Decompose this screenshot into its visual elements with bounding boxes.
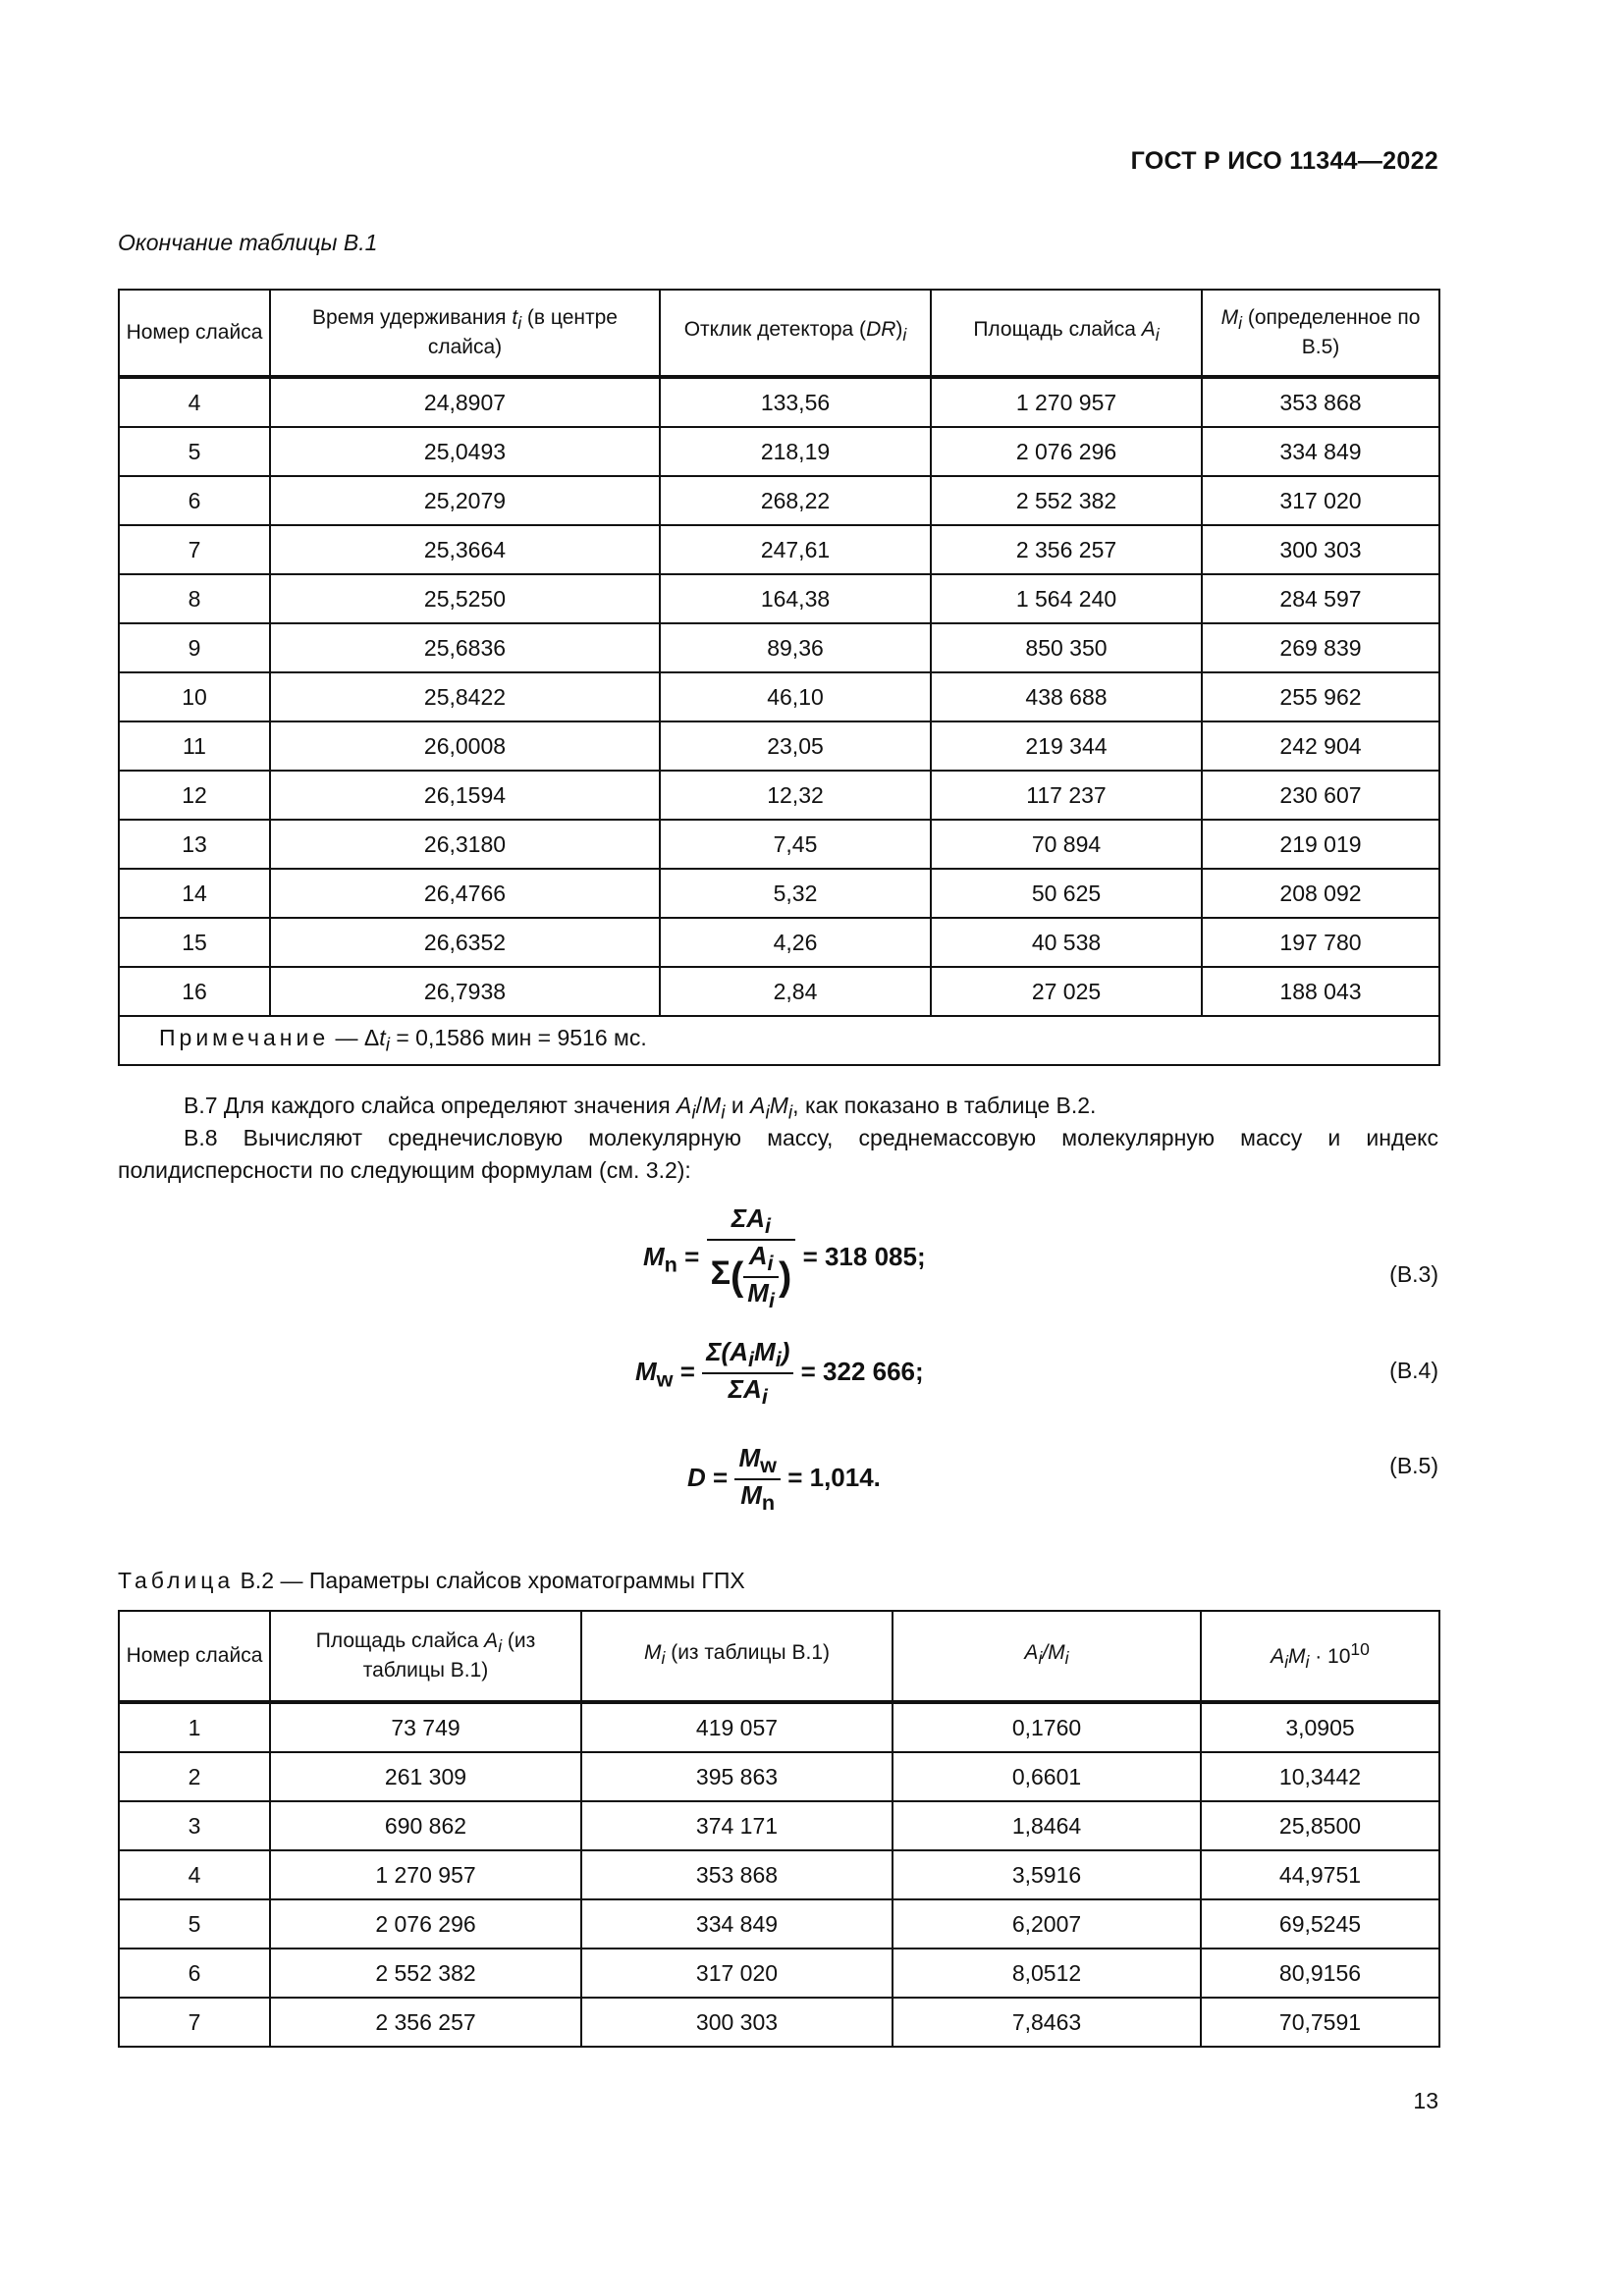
table-cell: 80,9156 xyxy=(1201,1949,1439,1998)
sub: i xyxy=(765,1102,770,1124)
equation-number-b4: (В.4) xyxy=(1389,1358,1438,1383)
table-cell: 374 171 xyxy=(581,1801,893,1850)
table-cell: 11 xyxy=(119,721,270,771)
table-row xyxy=(119,869,1439,918)
inner-fraction xyxy=(743,1241,779,1313)
standard-code: ГОСТ Р ИСО 11344—2022 xyxy=(1130,147,1438,175)
table-cell: 0,1760 xyxy=(893,1702,1201,1752)
sub: i xyxy=(517,313,522,334)
table-cell: 70 894 xyxy=(931,820,1202,869)
sigma: Σ xyxy=(710,1255,731,1293)
note-label: Примечание xyxy=(159,1024,330,1050)
var: A xyxy=(1271,1645,1285,1669)
table-cell: 44,9751 xyxy=(1201,1850,1439,1899)
table-cell: 26,7938 xyxy=(270,967,660,1016)
table-row xyxy=(119,1702,1439,1752)
sub: i xyxy=(498,1636,503,1657)
table-row xyxy=(119,1998,1439,2047)
sub: i xyxy=(767,1251,774,1276)
var: D xyxy=(687,1463,706,1493)
table-cell: 5,32 xyxy=(660,869,931,918)
table-cell: 70,7591 xyxy=(1201,1998,1439,2047)
header-text: (определенное по В.5) xyxy=(1242,306,1421,358)
table-cell: 46,10 xyxy=(660,672,931,721)
table-row xyxy=(119,623,1439,672)
table-cell: 5 xyxy=(119,427,270,476)
equals: = xyxy=(713,1463,729,1493)
table-cell: 6 xyxy=(119,1949,270,1998)
var: M xyxy=(754,1337,776,1366)
header-molar-mass xyxy=(1202,290,1439,377)
table-cell: 73 749 xyxy=(270,1702,581,1752)
header-slice-number xyxy=(119,290,270,377)
table-cell: 69,5245 xyxy=(1201,1899,1439,1949)
table-cell: 1 xyxy=(119,1702,270,1752)
note-dash: — Δ xyxy=(329,1024,380,1050)
table-cell: 395 863 xyxy=(581,1752,893,1801)
fraction xyxy=(734,1443,781,1516)
sub: n xyxy=(664,1252,677,1277)
var: A xyxy=(1024,1641,1039,1665)
table-cell: 4 xyxy=(119,1850,270,1899)
table-header-row xyxy=(119,290,1439,377)
table-cell: 4,26 xyxy=(660,918,931,967)
table-cell: 25,2079 xyxy=(270,476,660,525)
table-cell: 25,8500 xyxy=(1201,1801,1439,1850)
table-cell: 4 xyxy=(119,377,270,427)
table-row xyxy=(119,771,1439,820)
var: t xyxy=(379,1024,386,1050)
sub: i xyxy=(775,1347,782,1372)
var: M xyxy=(747,1278,769,1308)
sub: i xyxy=(787,1102,793,1124)
text: , как показано в таблице В.2. xyxy=(792,1093,1097,1118)
table-cell: 2 356 257 xyxy=(931,525,1202,574)
table-cell: 12,32 xyxy=(660,771,931,820)
var: M xyxy=(740,1480,762,1511)
var: ΣA xyxy=(728,1374,762,1405)
table-cell: 12 xyxy=(119,771,270,820)
sub: i xyxy=(902,325,907,346)
formula-b5 xyxy=(687,1443,881,1516)
table-cell: 26,6352 xyxy=(270,918,660,967)
header-text: ) xyxy=(895,318,903,342)
var: M xyxy=(769,1093,788,1118)
var: A xyxy=(750,1093,766,1118)
table-cell: 9 xyxy=(119,623,270,672)
var: / xyxy=(1042,1641,1049,1665)
var: A xyxy=(677,1093,692,1118)
table-cell: 3,5916 xyxy=(893,1850,1201,1899)
table-cell: 261 309 xyxy=(270,1752,581,1801)
text: и xyxy=(725,1093,751,1118)
table-cell: 2 552 382 xyxy=(931,476,1202,525)
note-text: = 0,1586 мин = 9516 мс. xyxy=(389,1024,647,1050)
table-cell: 6 xyxy=(119,476,270,525)
formula-b4 xyxy=(635,1337,924,1410)
table-note-row xyxy=(119,1016,1439,1065)
table-b1 xyxy=(118,289,1440,1066)
table-b2-title xyxy=(118,1568,745,1594)
var: Σ(A xyxy=(706,1337,748,1366)
numerator xyxy=(734,1443,781,1480)
table-cell: 242 904 xyxy=(1202,721,1439,771)
var: M xyxy=(643,1242,665,1272)
sub: w xyxy=(760,1453,777,1478)
table-cell: 317 020 xyxy=(1202,476,1439,525)
table-row xyxy=(119,427,1439,476)
header-text: Площадь слайса xyxy=(973,318,1142,342)
fraction xyxy=(707,1203,796,1314)
sub: n xyxy=(761,1490,776,1516)
sub: i xyxy=(747,1347,755,1372)
formula-b3 xyxy=(643,1203,926,1314)
table-title-text: В.2 — Параметры слайсов хроматограммы ГПХ xyxy=(234,1568,745,1593)
table-cell: 419 057 xyxy=(581,1702,893,1752)
header-text: Номер слайса xyxy=(126,321,263,344)
table-cell: 850 350 xyxy=(931,623,1202,672)
table-row xyxy=(119,672,1439,721)
header-text: · 10 xyxy=(1309,1645,1351,1669)
table-cell: 255 962 xyxy=(1202,672,1439,721)
table-cell: 133,56 xyxy=(660,377,931,427)
header-text: (из таблицы В.1) xyxy=(665,1641,830,1665)
table-cell: 10 xyxy=(119,672,270,721)
sub: i xyxy=(721,1102,726,1124)
sub: i xyxy=(1155,325,1160,346)
header-slice-area xyxy=(270,1611,581,1702)
header-text: (из таблицы В.1) xyxy=(362,1629,536,1682)
table-cell: 8,0512 xyxy=(893,1949,1201,1998)
header-text: (в центре слайса) xyxy=(427,306,618,358)
table-cell: 0,6601 xyxy=(893,1752,1201,1801)
table-cell: 1 564 240 xyxy=(931,574,1202,623)
table-row xyxy=(119,1752,1439,1801)
denominator xyxy=(734,1480,781,1516)
text: В.7 Для каждого слайса определяют значения xyxy=(184,1093,677,1118)
table-cell: 247,61 xyxy=(660,525,931,574)
formula-result: = 1,014. xyxy=(787,1463,881,1493)
sup: 10 xyxy=(1350,1639,1370,1660)
table-cell: 24,8907 xyxy=(270,377,660,427)
var: M xyxy=(738,1443,761,1472)
header-text: Номер слайса xyxy=(126,1644,263,1667)
table-row xyxy=(119,1949,1439,1998)
equation-number-b3: (В.3) xyxy=(1389,1261,1438,1287)
numerator xyxy=(707,1203,796,1241)
table-row xyxy=(119,1801,1439,1850)
table-cell: 208 092 xyxy=(1202,869,1439,918)
paren: ) xyxy=(781,1337,790,1366)
table-cell: 197 780 xyxy=(1202,918,1439,967)
table-cell: 6,2007 xyxy=(893,1899,1201,1949)
table-cell: 26,0008 xyxy=(270,721,660,771)
table-cell: 690 862 xyxy=(270,1801,581,1850)
table-cell: 353 868 xyxy=(1202,377,1439,427)
table-cell: 2 xyxy=(119,1752,270,1801)
denominator xyxy=(707,1241,796,1313)
var: M xyxy=(1288,1645,1306,1669)
var: A xyxy=(748,1241,768,1271)
table-cell: 26,3180 xyxy=(270,820,660,869)
table-row xyxy=(119,967,1439,1016)
sub: i xyxy=(1305,1652,1310,1673)
table-cell: 218,19 xyxy=(660,427,931,476)
table-b2 xyxy=(118,1610,1440,2048)
equals: = xyxy=(684,1242,700,1272)
table-note xyxy=(119,1016,1439,1065)
table-label: Таблица xyxy=(118,1568,235,1593)
table-cell: 27 025 xyxy=(931,967,1202,1016)
table-cell: 300 303 xyxy=(581,1998,893,2047)
inner-numerator xyxy=(743,1241,779,1278)
header-molar-mass xyxy=(581,1611,893,1702)
table-cell: 334 849 xyxy=(581,1899,893,1949)
denominator xyxy=(702,1374,793,1410)
formula-result: = 318 085; xyxy=(802,1242,926,1272)
table-cell: 2 552 382 xyxy=(270,1949,581,1998)
table-cell: 438 688 xyxy=(931,672,1202,721)
var: M xyxy=(702,1093,722,1118)
sub: i xyxy=(691,1102,696,1124)
table-cell: 13 xyxy=(119,820,270,869)
table-cell: 40 538 xyxy=(931,918,1202,967)
header-detector-response xyxy=(660,290,931,377)
header-retention-time xyxy=(270,290,660,377)
table-row xyxy=(119,574,1439,623)
header-text: Время удерживания xyxy=(312,306,513,330)
table-cell: 300 303 xyxy=(1202,525,1439,574)
var: DR xyxy=(866,318,896,342)
table-cell: 16 xyxy=(119,967,270,1016)
var: ΣA xyxy=(731,1203,765,1233)
sub: i xyxy=(761,1384,768,1410)
table-cell: 219 344 xyxy=(931,721,1202,771)
table-row xyxy=(119,525,1439,574)
table-cell: 7,8463 xyxy=(893,1998,1201,2047)
page-number: 13 xyxy=(1413,2088,1438,2113)
table-cell: 5 xyxy=(119,1899,270,1949)
table-cell: 26,4766 xyxy=(270,869,660,918)
table-cell: 2 076 296 xyxy=(931,427,1202,476)
numerator xyxy=(702,1337,793,1374)
table-cell: 25,3664 xyxy=(270,525,660,574)
header-area-over-mass xyxy=(893,1611,1201,1702)
table-header-row xyxy=(119,1611,1439,1702)
table-cell: 230 607 xyxy=(1202,771,1439,820)
table-row xyxy=(119,721,1439,771)
table-cell: 284 597 xyxy=(1202,574,1439,623)
table-cell: 2 356 257 xyxy=(270,1998,581,2047)
text: / xyxy=(695,1093,703,1118)
sub: w xyxy=(656,1366,674,1392)
table-cell: 1 270 957 xyxy=(270,1850,581,1899)
table-continuation-caption: Окончание таблицы В.1 xyxy=(118,230,378,255)
var: A xyxy=(1141,318,1156,342)
sub: i xyxy=(1038,1648,1043,1669)
table-cell: 164,38 xyxy=(660,574,931,623)
header-area-times-mass xyxy=(1201,1611,1439,1702)
table-cell: 268,22 xyxy=(660,476,931,525)
table-cell: 15 xyxy=(119,918,270,967)
table-cell: 1 270 957 xyxy=(931,377,1202,427)
table-row xyxy=(119,1899,1439,1949)
table-cell: 353 868 xyxy=(581,1850,893,1899)
var: M xyxy=(635,1357,657,1387)
table-row xyxy=(119,377,1439,427)
table-cell: 2,84 xyxy=(660,967,931,1016)
table-cell: 7,45 xyxy=(660,820,931,869)
table-cell: 10,3442 xyxy=(1201,1752,1439,1801)
table-cell: 7 xyxy=(119,1998,270,2047)
table-cell: 334 849 xyxy=(1202,427,1439,476)
header-slice-area xyxy=(931,290,1202,377)
sub: i xyxy=(1238,313,1242,334)
paren-open: ( xyxy=(730,1255,744,1299)
header-text: Площадь слайса xyxy=(315,1629,485,1653)
table-cell: 3 xyxy=(119,1801,270,1850)
table-cell: 3,0905 xyxy=(1201,1702,1439,1752)
header-text: Отклик детектора ( xyxy=(683,318,867,342)
sub: i xyxy=(1284,1652,1288,1673)
var: M xyxy=(1220,306,1239,330)
table-row xyxy=(119,918,1439,967)
table-cell: 50 625 xyxy=(931,869,1202,918)
table-row xyxy=(119,1850,1439,1899)
equation-number-b5: (В.5) xyxy=(1389,1453,1438,1478)
table-row xyxy=(119,476,1439,525)
var: t xyxy=(512,306,518,330)
formula-result: = 322 666; xyxy=(800,1357,924,1387)
equals: = xyxy=(679,1357,695,1387)
var: A xyxy=(484,1629,499,1653)
sub: i xyxy=(661,1648,666,1669)
table-cell: 1,8464 xyxy=(893,1801,1201,1850)
table-cell: 25,5250 xyxy=(270,574,660,623)
table-cell: 8 xyxy=(119,574,270,623)
table-cell: 23,05 xyxy=(660,721,931,771)
table-cell: 2 076 296 xyxy=(270,1899,581,1949)
paragraph-b8: В.8 Вычисляют среднечисловую молекулярную массу, среднемассовую молекулярную массу и индекс полидисперсности по следующим формулам (см. 3.2): xyxy=(118,1125,1438,1183)
fraction xyxy=(702,1337,793,1410)
sub: i xyxy=(768,1288,775,1313)
sub: i xyxy=(764,1213,772,1239)
paren-close: ) xyxy=(779,1255,792,1299)
var: M xyxy=(643,1641,662,1665)
table-cell: 317 020 xyxy=(581,1949,893,1998)
header-slice-number xyxy=(119,1611,270,1702)
table-cell: 89,36 xyxy=(660,623,931,672)
table-cell: 26,1594 xyxy=(270,771,660,820)
table-b2-body xyxy=(119,1702,1439,2047)
sub: i xyxy=(385,1035,390,1056)
table-cell: 117 237 xyxy=(931,771,1202,820)
inner-denominator xyxy=(743,1278,779,1313)
table-cell: 25,8422 xyxy=(270,672,660,721)
table-cell: 25,6836 xyxy=(270,623,660,672)
var: M xyxy=(1048,1641,1065,1665)
table-cell: 269 839 xyxy=(1202,623,1439,672)
table-cell: 219 019 xyxy=(1202,820,1439,869)
table-cell: 7 xyxy=(119,525,270,574)
table-row xyxy=(119,820,1439,869)
sub: i xyxy=(1064,1648,1069,1669)
table-b1-body xyxy=(119,377,1439,1016)
table-cell: 14 xyxy=(119,869,270,918)
table-cell: 188 043 xyxy=(1202,967,1439,1016)
table-cell: 25,0493 xyxy=(270,427,660,476)
